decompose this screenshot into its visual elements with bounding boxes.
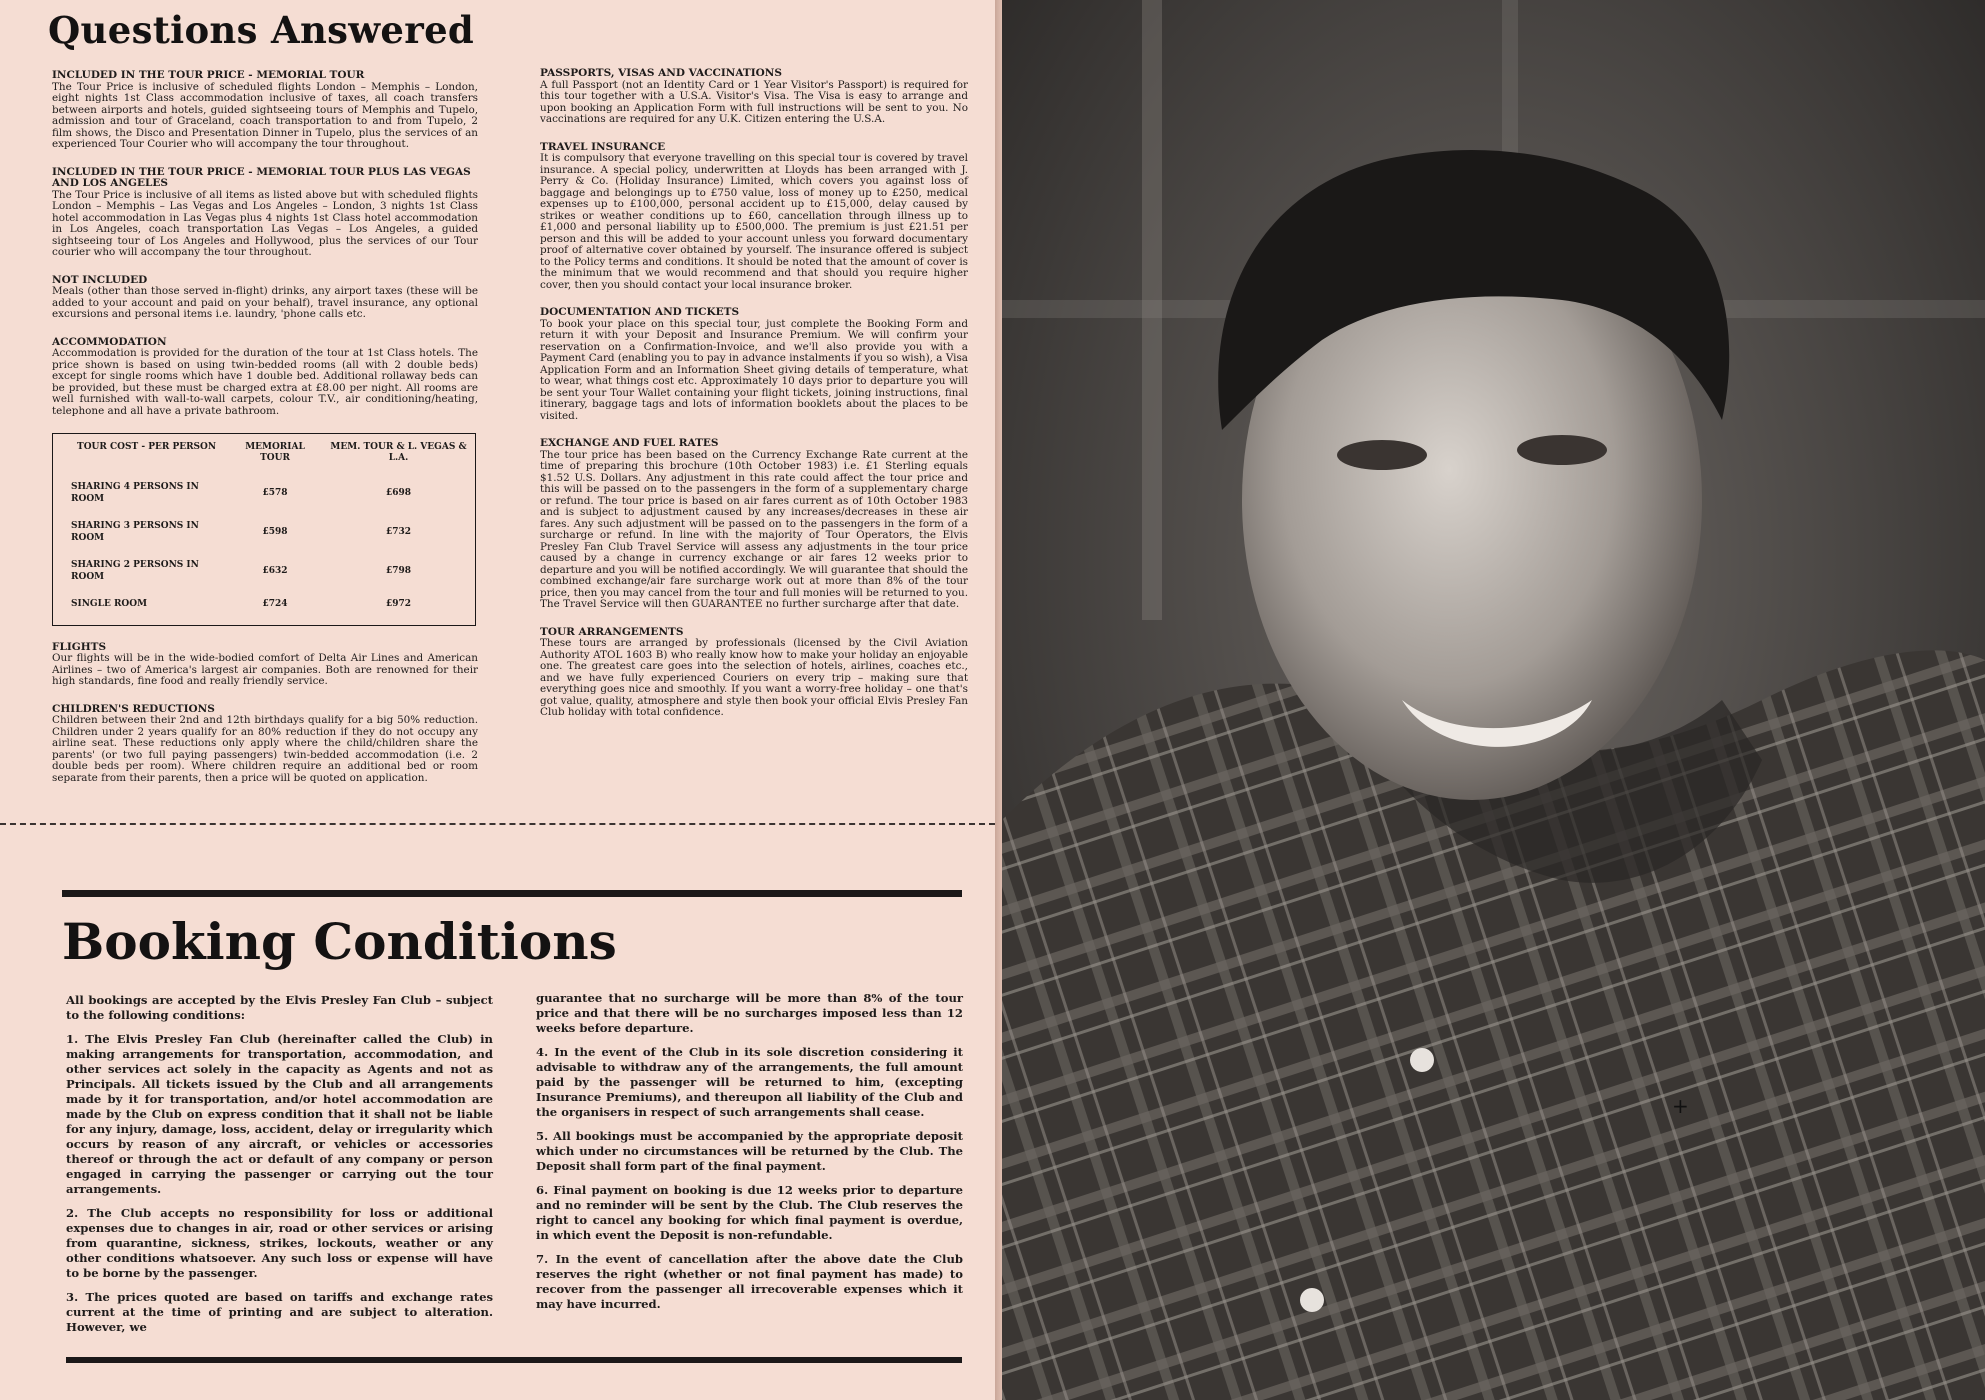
pencil-cross-mark: + — [1672, 1094, 1689, 1118]
qa-column-1 — [52, 70, 478, 800]
section-heading: EXCHANGE AND FUEL RATES — [540, 437, 719, 449]
section-text: Children between their 2nd and 12th birthdays qualify for a big 50% reduction. Children under 2 years qualify for an 80% reduction if they do not occupy any airline seat. These reductions only apply where the child/children share the parents' (or two full paying passengers) twin-bedded accommodation (i.e. 2 double beds per room). Where children require an additional bed or room separate from their parents, then a price will be quoted on application. — [52, 714, 478, 784]
qa-section — [52, 704, 478, 785]
qa-section — [540, 627, 968, 719]
section-heading: ACCOMMODATION — [52, 335, 167, 348]
booking-column-1 — [66, 993, 493, 1344]
table-row — [53, 552, 475, 591]
section-heading: TRAVEL INSURANCE — [540, 140, 666, 153]
section-heading: INCLUDED IN THE TOUR PRICE - MEMORIAL TOUR — [52, 69, 365, 81]
table-cell: £972 — [385, 599, 412, 609]
table-cell: SINGLE ROOM — [71, 599, 148, 609]
table-cell: £724 — [262, 599, 288, 609]
section-heading: NOT INCLUDED — [52, 273, 148, 286]
portrait-photo-page — [1002, 0, 1985, 1400]
table-header: MEM. TOUR & L. VEGAS & L.A. — [330, 442, 467, 463]
section-heading: INCLUDED IN THE TOUR PRICE - MEMORIAL TOUR PLUS LAS VEGAS AND LOS ANGELES — [52, 165, 471, 189]
qa-column-2 — [540, 68, 968, 735]
table-header: MEMORIAL TOUR — [245, 442, 305, 463]
section-text: These tours are arranged by professionals (licensed by the Civil Aviation Authority ATOL 1603 B) who really know how to make your holiday an enjoyable one. The greatest care goes into the selection of hotels, airlines, coaches etc., and we have fully experienced Couriers on every trip – making sure that everything goes nice and smoothly. If you want a worry-free holiday – one that's got value, quality, atmosphere and style then book your official Elvis Presley Fan Club holiday with total confidence. — [540, 637, 968, 718]
booking-paragraph: 3. The prices quoted are based on tariffs and exchange rates current at the time of printing and are subject to alteration. However, we — [66, 1290, 493, 1334]
table-cell: £798 — [385, 565, 412, 576]
table-cell: SHARING 2 PERSONS IN ROOM — [71, 560, 199, 582]
section-text: The tour price has been based on the Currency Exchange Rate current at the time of preparing this brochure (10th October 1983) i.e. £1 Sterling equals $1.52 U.S. Dollars. Any adjustment in this rate could affect the tour price and this will be passed on to the passengers in the form of a supplementary charge or refund. The tour price is based on air fares current as of 10th October 1983 and is subject to adjustment caused by any increases/decreases in these air fares. Any such adjustment will be passed on to the passengers in the form of a surcharge or refund. In line with the majority of Tour Operators, the Elvis Presley Fan Club Travel Service will assess any adjustments in the tour price caused by a change in currency exchange or air fares 12 weeks prior to departure and you will be notified accordingly. We will guarantee that should the combined exchange/air fare surcharge work out at more than 8% of the tour price, then you may cancel from the tour and full monies will be returned to you. The Travel Service will then GUARANTEE no further surcharge after that date. — [540, 448, 968, 610]
booking-paragraph: All bookings are accepted by the Elvis Presley Fan Club – subject to the following conditions: — [66, 993, 493, 1022]
qa-section — [52, 642, 478, 688]
section-heading: DOCUMENTATION AND TICKETS — [540, 306, 740, 318]
qa-section — [540, 438, 968, 611]
table-cell: SHARING 4 PERSONS IN ROOM — [71, 482, 199, 504]
section-heading: PASSPORTS, VISAS AND VACCINATIONS — [540, 67, 782, 79]
section-heading: CHILDREN'S REDUCTIONS — [52, 702, 215, 715]
qa-section — [52, 337, 478, 418]
table-cell: £698 — [385, 487, 412, 498]
booking-paragraph: 1. The Elvis Presley Fan Club (hereinafter called the Club) in making arrangements for transportation, accommodation, and other services act solely in the capacity as Agents and not as Principals. All tickets issued by the Club and all arrangements made by it for transportation, and/or hotel accommodation are made by the Club on express condition that it shall not be liable for any injury, damage, loss, accident, delay or irregularity which occurs by reason of any aircraft, or vehicles or accessories thereof or through the act or default of any company or person engaged in carrying the passenger or carrying out the tour arrangements. — [66, 1032, 493, 1196]
booking-column-2 — [536, 991, 963, 1321]
table-cell: SHARING 3 PERSONS IN ROOM — [71, 521, 199, 543]
booking-paragraph: 5. All bookings must be accompanied by the appropriate deposit which under no circumstances will be returned by the Club. The Deposit shall form part of the final payment. — [536, 1129, 963, 1173]
table-header: TOUR COST - PER PERSON — [77, 442, 217, 452]
qa-section — [52, 167, 478, 259]
qa-section — [540, 307, 968, 422]
section-text: Accommodation is provided for the duration of the tour at 1st Class hotels. The price shown is based on using twin-bedded rooms (all with 2 double beds) except for single rooms which have 1 double bed. Additional rollaway beds can be provided, but these must be charged extra at £8.00 per night. All rooms are well furnished with wall-to-wall carpets, colour T.V., air conditioning/heating, telephone and all have a private bathroom. — [52, 347, 478, 417]
table-row — [53, 474, 475, 513]
portrait-photo — [1002, 0, 1985, 1400]
cut-line-divider — [0, 823, 995, 825]
section-text: The Tour Price is inclusive of scheduled flights London – Memphis – London, eight nights 1st Class accommodation inclusive of taxes, all coach transfers between airports and hotels, guided sightseeing tours of Memphis and Tupelo, admission and tour of Graceland, coach transportation to and from Tupelo, 2 film shows, the Disco and Presentation Dinner in Tupelo, plus the services of an experienced Tour Courier who will accompany the tour throughout. — [52, 80, 478, 150]
booking-paragraph: 4. In the event of the Club in its sole discretion considering it advisable to withdraw any of the arrangements, the full amount paid by the passenger will be returned to him, (excepting Insurance Premiums), and thereupon all liability of the Club and the organisers in respect of such arrangements shall cease. — [536, 1045, 963, 1119]
section-text: Our flights will be in the wide-bodied comfort of Delta Air Lines and American Airlines – two of America's largest air companies. Both are renowned for their high standards, fine food and really friendly service. — [52, 652, 478, 687]
section-heading: FLIGHTS — [52, 640, 107, 653]
section-heading: TOUR ARRANGEMENTS — [540, 625, 684, 638]
qa-section — [52, 275, 478, 321]
qa-section — [540, 68, 968, 126]
rule-bar-bottom — [66, 1357, 962, 1363]
questions-answered-title: Questions Answered — [48, 8, 475, 52]
tour-cost-table — [52, 433, 476, 626]
table-cell: £578 — [262, 487, 288, 498]
booking-paragraph: 7. In the event of cancellation after the above date the Club reserves the right (whether or not final payment has made) to recover from the passenger all irrecoverable expenses which it may have incurred. — [536, 1252, 963, 1311]
qa-section — [540, 142, 968, 292]
booking-paragraph: guarantee that no surcharge will be more than 8% of the tour price and that there will be no surcharges imposed less than 12 weeks before departure. — [536, 991, 963, 1035]
section-text: A full Passport (not an Identity Card or 1 Year Visitor's Passport) is required for this tour together with a U.S.A. Visitor's Visa. The Visa is easy to arrange and upon booking an Application Form with full instructions will be sent to you. No vaccinations are required for any U.K. Citizen entering the U.S.A. — [540, 78, 968, 125]
booking-paragraph: 6. Final payment on booking is due 12 weeks prior to departure and no reminder will be sent by the Club. The Club reserves the right to cancel any booking for which final payment is overdue, in which event the Deposit is non-refundable. — [536, 1183, 963, 1242]
table-cell: £732 — [385, 526, 412, 537]
booking-paragraph: 2. The Club accepts no responsibility for loss or additional expenses due to changes in air, road or other services or arising from quarantine, sickness, strikes, lockouts, weather or any other conditions whatsoever. Any such loss or expense will have to be borne by the passenger. — [66, 1206, 493, 1280]
table-cell: £632 — [262, 565, 288, 576]
section-text: It is compulsory that everyone travelling on this special tour is covered by travel insurance. A special policy, underwritten at Lloyds has been arranged with J. Perry & Co. (Holiday Insurance) Limited, which covers you against loss of baggage and belongings up to £750 value, loss of money up to £250, medical expenses up to £100,000, personal accident up to £15,000, delay caused by strikes or weather conditions up to £60, cancellation through illness up to £1,000 and personal liability up to £500,000. The premium is just £21.51 per person and this will be added to your account unless you forward documentary proof of alternative cover obtained by yourself. The insurance offered is subject to the Policy terms and conditions. It should be noted that the amount of cover is the minimum that we would recommend and that should you require higher cover, then you should contact your local insurance broker. — [540, 152, 968, 291]
booking-conditions-title: Booking Conditions — [62, 912, 617, 971]
section-text: The Tour Price is inclusive of all items as listed above but with scheduled flights London – Memphis – Las Vegas and Los Angeles – London, 3 nights 1st Class hotel accommodation in Las Vegas plus 4 nights 1st Class hotel accommodation in Los Angeles, coach transportation Las Vegas – Los Angeles, a guided sightseeing tour of Los Angeles and Hollywood, plus the services of our Tour courier who will accompany the tour throughout. — [52, 188, 478, 258]
table-row — [53, 591, 475, 619]
section-text: Meals (other than those served in-flight) drinks, any airport taxes (these will be added to your account and paid on your behalf), travel insurance, any optional excursions and personal items i.e. laundry, 'phone calls etc. — [52, 285, 478, 320]
table-cell: £598 — [262, 526, 288, 537]
rule-bar-top — [62, 890, 962, 897]
qa-section — [52, 70, 478, 151]
table-row — [53, 513, 475, 552]
section-text: To book your place on this special tour, just complete the Booking Form and return it with your Deposit and Insurance Premium. We will confirm your reservation on a Confirmation-Invoice, and we'll also provide you with a Payment Card (enabling you to pay in advance instalments if you so wish), a Visa Application Form and an Information Sheet giving details of temperature, what to wear, what things cost etc. Approximately 10 days prior to departure you will be sent your Tour Wallet containing your flight tickets, joining instructions, final itinerary, baggage tags and lots of information booklets about the places to be visited. — [540, 317, 968, 422]
